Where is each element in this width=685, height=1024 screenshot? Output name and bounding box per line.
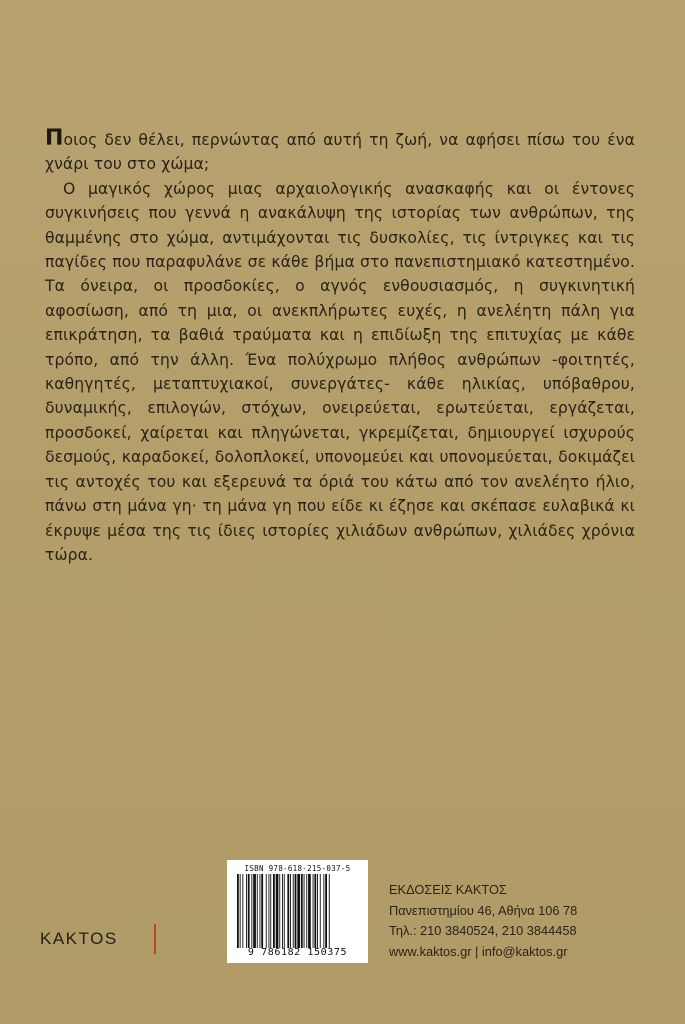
barcode-bar [253, 874, 256, 948]
publisher-address: Πανεπιστημίου 46, Αθήνα 106 78 [389, 902, 578, 918]
isbn-barcode [227, 860, 368, 963]
barcode-bar [297, 874, 300, 948]
barcode-bar [320, 874, 321, 948]
barcode-bar [270, 874, 271, 948]
barcode-bar [282, 874, 283, 948]
barcode-bar [251, 874, 252, 948]
barcode-bar [287, 874, 289, 948]
blurb-paragraph-1-text: οιος δεν θέλει, περνώντας από αυτή τη ζωή, να αφήσει πίσω του ένα χνάρι του στο χώμα; [45, 131, 635, 174]
barcode-bar [329, 874, 330, 948]
barcode-bar [314, 874, 316, 948]
barcode-bar [257, 874, 258, 948]
barcode-bar [276, 874, 279, 948]
logo-accent-bar [154, 924, 156, 954]
barcode-bar [308, 874, 311, 948]
publisher-logo: KAKTOS [40, 929, 118, 948]
drop-cap: Π [45, 126, 64, 151]
barcode-bar [269, 874, 270, 948]
publisher-info [389, 880, 669, 962]
publisher-phone: Τηλ.: 210 3840524, 210 3844458 [389, 923, 577, 938]
barcode-bar [246, 874, 247, 948]
barcode-bar [323, 874, 324, 948]
barcode-bar [273, 874, 275, 948]
barcode-bar [279, 874, 280, 948]
publisher-web: www.kaktos.gr | info@kaktos.gr [389, 943, 568, 959]
barcode-bar [325, 874, 327, 948]
barcode-bar [248, 874, 250, 948]
blurb-paragraph-2: Ο μαγικός χώρος μιας αρχαιολογικής ανασκαφής και οι έντονες συγκινήσεις που γεννά η ανακάλυψη της ιστορίας των ανθρώπων, της θαμμένης στο χώμα, αντιμάχονται τις δυσκολίες, τις ίντριγκες και τις παγίδες που παραφυλάνε σε κάθε βήμα στο πανεπιστημιακό κατεστημένο. Τα όνειρα, οι προσδοκίες, ο αγνός ενθουσιασμός, η συγκινητική αφοσίωση, από τη μια, οι ανεκπλήρωτες ευχές, η ανελέητη πάλη για επικράτηση, τα βαθιά τραύματα και η επιδίωξη της επιτυχίας με κάθε τρόπο, από την άλλη. Ένα πολύχρωμο πλήθος ανθρώπων -φοιτητές, καθηγητές, μεταπτυχιακοί, συνεργάτες- κάθε ηλικίας, υπόβαθρου, δυναμικής, επιλογών, στόχων, ονειρεύεται, ερωτεύεται, εργάζεται, προσδοκεί, χαίρεται και πληγώνεται, γκρεμίζεται, δημιουργεί ισχυρούς δεσμούς, καραδοκεί, δολοπλοκεί, υπονομεύει και υπονομεύεται, δοκιμάζει τις αντοχές του και εξερευνά τα όριά του κάτω από τον ανελέητο ήλιο, πάνω στη μάνα γη· τη μάνα γη που είδε κι έζησε και σκέπασε ευλαβικά κι έκρυψε μέσα της τις ίδιες ιστορίες χιλιάδων ανθρώπων, χιλιάδες χρόνια τώρα. [45, 179, 635, 564]
barcode-bar [313, 874, 314, 948]
barcode-bars [235, 874, 360, 948]
barcode-bar [306, 874, 307, 948]
barcode-bar [304, 874, 305, 948]
barcode-bar [237, 874, 239, 948]
barcode-bar [301, 874, 303, 948]
publisher-name: ΕΚΔΟΣΕΙΣ ΚΑΚΤΟΣ [389, 882, 507, 897]
barcode-bar [284, 874, 285, 948]
isbn-digits: 9 786182 150375 [247, 947, 348, 958]
barcode-bar [261, 874, 263, 948]
barcode-bar [242, 874, 243, 948]
barcode-bar [266, 874, 267, 948]
barcode-bar [295, 874, 297, 948]
barcode-bar [317, 874, 318, 948]
barcode-bar [260, 874, 261, 948]
barcode-bar [240, 874, 241, 948]
isbn-label: ISBN 978-618-215-037-5 [244, 864, 351, 873]
blurb-paragraph-1 [45, 128, 635, 177]
barcode-bar [293, 874, 294, 948]
barcode-bar [290, 874, 291, 948]
blurb-text [45, 128, 635, 567]
